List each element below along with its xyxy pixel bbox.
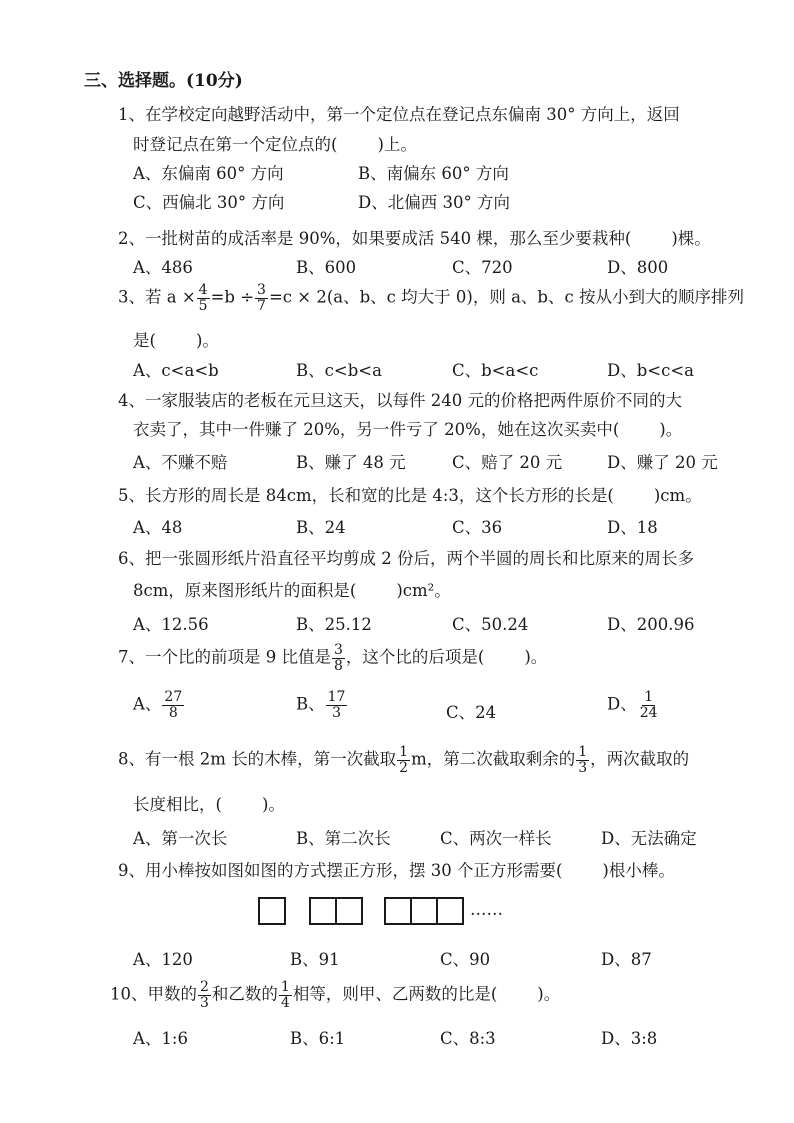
option-9b[interactable]: B、91 bbox=[290, 950, 340, 969]
option-9a[interactable]: A、120 bbox=[133, 950, 193, 969]
option-2b[interactable]: B、600 bbox=[296, 258, 357, 277]
square-figure-3 bbox=[384, 897, 464, 923]
question-9: 9、用小棒按如图如图的方式摆正方形，摆 30 个正方形需要( )根小棒。 bbox=[118, 861, 675, 880]
option-4a[interactable]: A、不赚不赔 bbox=[133, 453, 228, 472]
option-6d[interactable]: D、200.96 bbox=[607, 615, 695, 634]
fraction: $\frac{1}{4}$ bbox=[280, 979, 290, 1011]
question-8-line-2: 长度相比，( )。 bbox=[133, 795, 285, 814]
question-3-line-2: 是( )。 bbox=[133, 331, 219, 350]
option-9c[interactable]: C、90 bbox=[440, 950, 491, 969]
fraction: $\frac{3}{7}$ bbox=[257, 282, 266, 314]
option-2a[interactable]: A、486 bbox=[133, 258, 193, 277]
option-10a[interactable]: A、1:6 bbox=[133, 1029, 188, 1048]
option-6a[interactable]: A、12.56 bbox=[133, 615, 209, 634]
question-7: 7、一个比的前项是 9 比值是 $\frac{3}{8}$ ，这个比的后项是( )。 bbox=[118, 642, 548, 674]
square-shape bbox=[335, 897, 363, 925]
fraction: $\frac{27}{8}$ bbox=[164, 689, 183, 721]
option-1b[interactable]: B、南偏东 60° 方向 bbox=[358, 164, 509, 183]
option-10c[interactable]: C、8:3 bbox=[440, 1029, 496, 1048]
figure-ellipsis: …… bbox=[470, 900, 503, 919]
square-shape bbox=[309, 897, 337, 925]
question-1-line-1: 1、在学校定向越野活动中，第一个定位点在登记点东偏南 30° 方向上，返回 bbox=[118, 105, 680, 124]
option-8c[interactable]: C、两次一样长 bbox=[440, 829, 552, 848]
square-shape bbox=[258, 897, 286, 925]
option-10d[interactable]: D、3:8 bbox=[601, 1029, 658, 1048]
square-shape bbox=[384, 897, 412, 925]
fraction: $\frac{17}{3}$ bbox=[327, 689, 346, 721]
square-figure-1 bbox=[258, 897, 286, 923]
option-5c[interactable]: C、36 bbox=[452, 518, 503, 537]
option-4c[interactable]: C、赔了 20 元 bbox=[452, 453, 563, 472]
fraction: $\frac{1}{3}$ bbox=[578, 744, 588, 776]
square-figure-2 bbox=[309, 897, 363, 923]
option-6b[interactable]: B、25.12 bbox=[296, 615, 372, 634]
option-9d[interactable]: D、87 bbox=[601, 950, 652, 969]
option-2d[interactable]: D、800 bbox=[607, 258, 669, 277]
option-5d[interactable]: D、18 bbox=[607, 518, 658, 537]
option-3c[interactable]: C、b<a<c bbox=[452, 361, 539, 380]
fraction: $\frac{2}{3}$ bbox=[200, 979, 209, 1011]
option-3a[interactable]: A、c<a<b bbox=[133, 361, 219, 380]
option-8a[interactable]: A、第一次长 bbox=[133, 829, 228, 848]
question-4-line-2: 衣卖了，其中一件赚了 20%，另一件亏了 20%，她在这次买卖中( )。 bbox=[133, 420, 683, 439]
question-5: 5、长方形的周长是 84cm，长和宽的比是 4:3，这个长方形的长是( )cm。 bbox=[118, 486, 702, 505]
square-shape bbox=[436, 897, 464, 925]
question-4-line-1: 4、一家服装店的老板在元旦这天，以每件 240 元的价格把两件原价不同的大 bbox=[118, 391, 682, 410]
fraction: $\frac{3}{8}$ bbox=[334, 642, 343, 674]
fraction: $\frac{1}{24}$ bbox=[639, 689, 658, 721]
option-3b[interactable]: B、c<b<a bbox=[296, 361, 382, 380]
question-6-line-2: 8cm，原来图形纸片的面积是( )cm²。 bbox=[133, 581, 451, 600]
option-8b[interactable]: B、第二次长 bbox=[296, 829, 391, 848]
option-4d[interactable]: D、赚了 20 元 bbox=[607, 453, 718, 472]
question-8-line-1: 8、有一根 2m 长的木棒，第一次截取 $\frac{1}{2}$ m，第二次截取剩余的 $\frac{1}{3}$ ，两次截取的 bbox=[118, 744, 690, 776]
question-10: 10、甲数的 $\frac{2}{3}$ 和乙数的 $\frac{1}{4}$ 相等，则甲、乙两数的比是( )。 bbox=[110, 979, 561, 1011]
option-3d[interactable]: D、b<c<a bbox=[607, 361, 695, 380]
option-7d[interactable]: D、 $\frac{1}{24}$ bbox=[607, 689, 658, 721]
question-3-line-1: 3、若 a × $\frac{4}{5}$ =b ÷ $\frac{3}{7}$ =c × 2(a、b、c 均大于 0)，则 a、b、c 按从小到大的顺序排列 bbox=[118, 282, 744, 314]
option-7a[interactable]: A、 $\frac{27}{8}$ bbox=[133, 689, 183, 721]
option-7b[interactable]: B、 $\frac{17}{3}$ bbox=[296, 689, 346, 721]
option-5b[interactable]: B、24 bbox=[296, 518, 346, 537]
question-1-line-2: 时登记点在第一个定位点的( )上。 bbox=[133, 135, 417, 154]
option-7c[interactable]: C、24 bbox=[446, 703, 497, 722]
option-4b[interactable]: B、赚了 48 元 bbox=[296, 453, 406, 472]
question-6-line-1: 6、把一张圆形纸片沿直径平均剪成 2 份后，两个半圆的周长和比原来的周长多 bbox=[118, 549, 694, 568]
option-5a[interactable]: A、48 bbox=[133, 518, 183, 537]
square-shape bbox=[410, 897, 438, 925]
option-6c[interactable]: C、50.24 bbox=[452, 615, 529, 634]
question-2: 2、一批树苗的成活率是 90%，如果要成活 540 棵，那么至少要栽种( )棵。 bbox=[118, 229, 711, 248]
option-1d[interactable]: D、北偏西 30° 方向 bbox=[358, 193, 510, 212]
option-8d[interactable]: D、无法确定 bbox=[601, 829, 697, 848]
fraction: $\frac{4}{5}$ bbox=[198, 282, 208, 314]
option-2c[interactable]: C、720 bbox=[452, 258, 513, 277]
option-1c[interactable]: C、西偏北 30° 方向 bbox=[133, 193, 285, 212]
fraction: $\frac{1}{2}$ bbox=[399, 744, 409, 776]
option-1a[interactable]: A、东偏南 60° 方向 bbox=[133, 164, 284, 183]
option-10b[interactable]: B、6:1 bbox=[290, 1029, 346, 1048]
section-title: 三、选择题。(10分) bbox=[84, 71, 243, 91]
